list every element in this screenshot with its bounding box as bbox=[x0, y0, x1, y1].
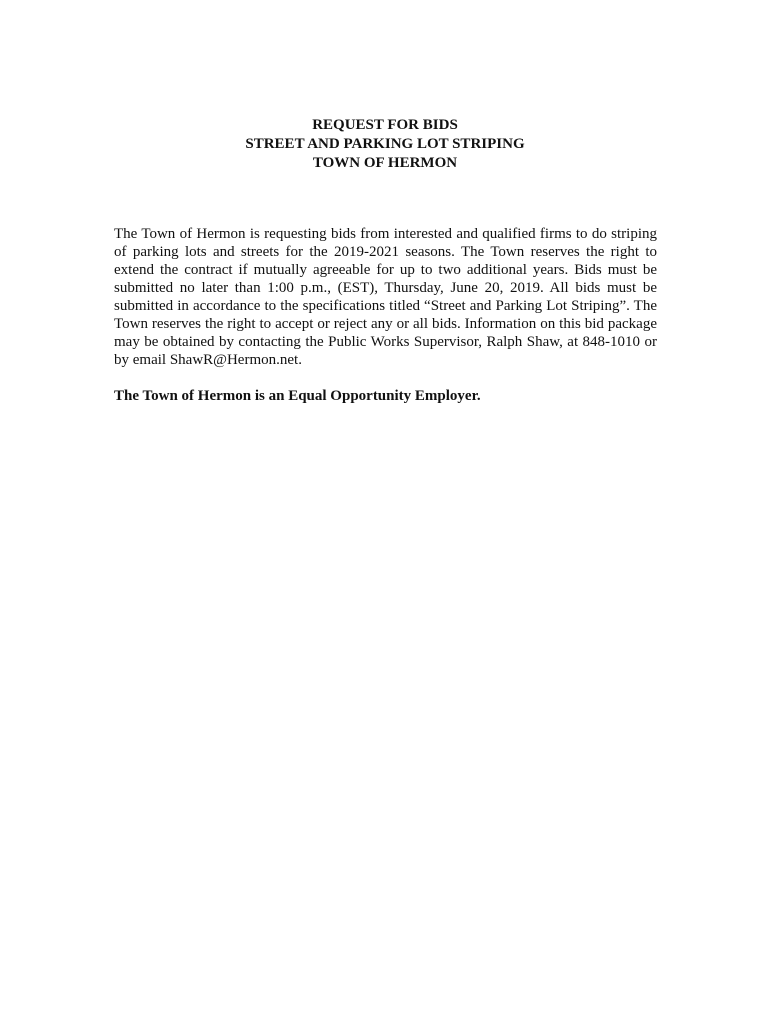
equal-opportunity-statement: The Town of Hermon is an Equal Opportunity Employer. bbox=[114, 388, 481, 404]
document-heading bbox=[0, 116, 770, 173]
heading-line-request-for-bids: REQUEST FOR BIDS bbox=[312, 117, 458, 133]
heading-line-project-title: STREET AND PARKING LOT STRIPING bbox=[245, 136, 525, 152]
heading-line-town-name: TOWN OF HERMON bbox=[312, 155, 458, 171]
bid-announcement-paragraph: The Town of Hermon is requesting bids from interested and qualified firms to do striping of parking lots and streets for the 2019-2021 seasons. The Town reserves the right to extend the contract if mutually agreeable for up to two additional years. Bids must be submitted no later than 1:00 p.m., (EST), Thursday, June 20, 2019. All bids must be submitted in accordance to the specifications titled “Street and Parking Lot Striping”. The Town reserves the right to accept or reject any or all bids. Information on this bid package may be obtained by contacting the Public Works Supervisor, Ralph Shaw, at 848-1010 or by email ShawR@Hermon.net. bbox=[114, 226, 657, 368]
